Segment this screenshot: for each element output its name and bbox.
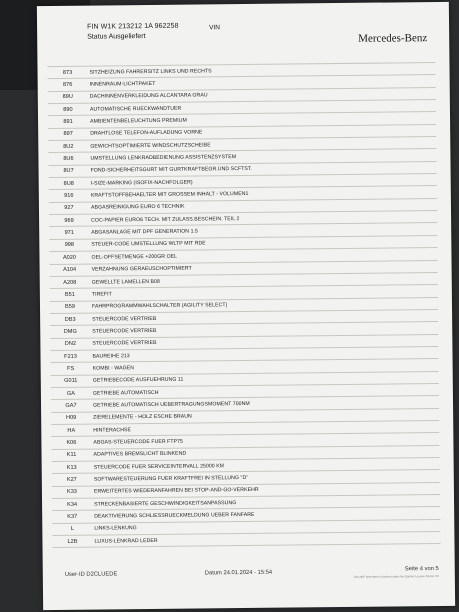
option-code: H09 <box>65 415 77 422</box>
print-date: Datum 24.01.2024 - 15:54 <box>204 569 273 577</box>
option-code: 927 <box>64 205 74 212</box>
option-code: K27 <box>66 476 77 483</box>
option-description: HINTERACHSE <box>93 426 132 434</box>
option-description: STEUERCODE VERTRIEB <box>92 340 157 347</box>
document-footer <box>64 565 443 592</box>
option-code: L2B <box>67 538 78 545</box>
document-page <box>37 2 455 610</box>
option-code: G011 <box>64 378 78 385</box>
option-code: B59 <box>64 303 76 311</box>
document-header <box>87 20 431 54</box>
option-description: GETRIEBE AUTOMATISCH <box>92 389 159 397</box>
option-description: GEWELLTE LAMELLEN B08 <box>91 278 160 286</box>
option-code: A208 <box>63 279 77 286</box>
option-description: STEUERCODE FUER SERVICEINTERVALL 25000 KM <box>93 462 225 471</box>
option-description: COC-PAPIER EURO6 TECH. MIT ZULASS.BESCHEIN. TEIL 2 <box>91 215 240 224</box>
table-row <box>52 532 440 548</box>
option-code: L <box>70 526 74 533</box>
option-code: 897 <box>63 131 73 138</box>
option-description: DEAKTIVIERUNG SCHLIESSRUECKMELDUNG UEBER FANFARE <box>94 511 255 520</box>
option-description: ABGAS-STEUERCODE FUER FTP75 <box>93 438 184 446</box>
option-description: GETRIEBECODE AUSFUEHRUNG 11 <box>92 376 184 384</box>
option-code: 8U6 <box>63 155 74 162</box>
option-code: 8U2 <box>63 143 74 150</box>
option-description: OEL-OFFSETMENGE +200GR OEL <box>91 253 178 261</box>
option-code: 998 <box>64 242 75 249</box>
option-code: FS <box>67 365 75 372</box>
option-code: A020 <box>62 254 77 261</box>
option-description: UMSTELLUNG LENKRADBEDIENUNG ASSISTENZSYSTEM <box>90 154 237 162</box>
vin-label: VIN <box>209 24 220 32</box>
option-code: GA <box>66 390 75 397</box>
option-description: AUTOMATISCHE RUECKWANDTUER <box>89 105 182 113</box>
option-description: STEUERCODE VERTRIEB <box>92 315 157 323</box>
option-description: TIREFIT <box>91 291 112 298</box>
option-code-table <box>47 62 440 548</box>
option-code: F213 <box>64 353 77 360</box>
option-description: I-SIZE-MARKING (ISOFIX-NACHFOLGER) <box>90 179 193 187</box>
option-description: AMBIENTENBELEUCHTUNG PREMIUM <box>90 117 187 125</box>
option-description: KOMBI - WAGEN <box>92 365 135 372</box>
option-description: STEUERCODE VERTRIEB <box>92 327 157 335</box>
option-description: DRAHTLOSE TELEFON-AUFLADUNG VORNE <box>90 129 203 138</box>
option-code: K37 <box>67 513 78 520</box>
option-description: STRECKENBASIERTE GESCHWINDIGKEITSANPASSUNG <box>94 499 237 508</box>
option-description: SITZHEIZUNG FAHRERSITZ LINKS UND RECHTS <box>89 68 212 76</box>
option-code: K33 <box>66 489 77 496</box>
option-code: 971 <box>64 229 74 237</box>
option-code: 873 <box>62 69 73 76</box>
option-code: DB3 <box>64 316 76 323</box>
user-id: User-ID D2CLUEDE <box>64 571 118 578</box>
license-note: This PDF print form is licensed under the Daimler License Center 2.0 <box>353 573 439 579</box>
option-description: ADAPTIVES BREMSLICHT BLINKEND <box>93 450 187 458</box>
option-description: BAUREIHE 213 <box>92 352 130 360</box>
option-code: 8U7 <box>63 168 74 175</box>
option-description: LINKS-LENKUNG <box>94 525 137 532</box>
option-description: ABGASANLAGE MIT DPF GENERATION 1.5 <box>91 228 198 236</box>
option-description: DACHINNENVERKLEIDUNG ALCANTARA GRAU <box>89 92 208 100</box>
option-description: GETRIEBE AUTOMATISCH UEBERTRAGUNGSMOMENT 700NM <box>93 400 250 409</box>
option-code: B51 <box>64 291 75 298</box>
status-text: Status Ausgeliefert <box>87 33 146 41</box>
option-description: FOND-SICHERHEITSGURT MIT GURTKRAFTBEGR.UND SCFTST. <box>90 166 253 175</box>
option-description: GEWICHTSOPTIMIERTE WINDSCHUTZSCHEIBE <box>90 142 211 150</box>
option-description: VERZAHNUNG GERAEUSCHOPTIMIERT <box>91 265 192 273</box>
option-code: 876 <box>62 81 73 88</box>
fin-number: FIN W1K 213212 1A 962258 <box>87 22 179 31</box>
option-code: GA7 <box>65 402 77 409</box>
page-number: Seite 4 von 5 <box>404 565 439 573</box>
option-description: INNENRAUM-LICHTPAKET <box>89 80 156 88</box>
option-code: K06 <box>66 439 77 446</box>
option-code: DN2 <box>64 341 77 348</box>
brand-logo-text: Mercedes-Benz <box>358 32 428 45</box>
option-code: 916 <box>64 192 74 200</box>
option-code: 890 <box>63 106 73 113</box>
option-code: K34 <box>67 501 78 508</box>
option-description: ERWEITERTES WIEDERANFAHREN BEI STOP-AND-GO-VERKEHR <box>93 487 259 495</box>
option-code: 89U <box>62 94 73 101</box>
option-description: SOFTWARESTEUERUNG FUER KRAFTFREI IN STELLUNG "D" <box>93 475 249 483</box>
option-description: KRAFTSTOFFBEHAELTER MIT GROSSEM INHALT - VOLUMEN1 <box>90 191 249 199</box>
option-code: DMG <box>63 328 77 335</box>
option-code: 891 <box>63 118 73 125</box>
option-description: ABGASREINIGUNG EURO 6 TECHNIK <box>90 204 185 212</box>
option-code: 8U8 <box>63 180 74 187</box>
option-description: ZIERELEMENTE - HOLZ ESCHE BRAUN <box>93 413 192 421</box>
option-description: STEUER-CODE UMSTELLUNG WLTP MIT RDE <box>91 240 206 249</box>
option-code: 969 <box>64 217 74 224</box>
option-description: FAHRPROGRAMMWAHLSCHALTER (AGILITY SELECT) <box>91 302 228 310</box>
option-code: K11 <box>66 452 77 459</box>
option-description: LUXUS-LENKRAD LEDER <box>94 537 158 545</box>
option-code: A104 <box>63 266 77 274</box>
option-code: HA <box>67 427 76 434</box>
option-code: K13 <box>66 464 77 471</box>
